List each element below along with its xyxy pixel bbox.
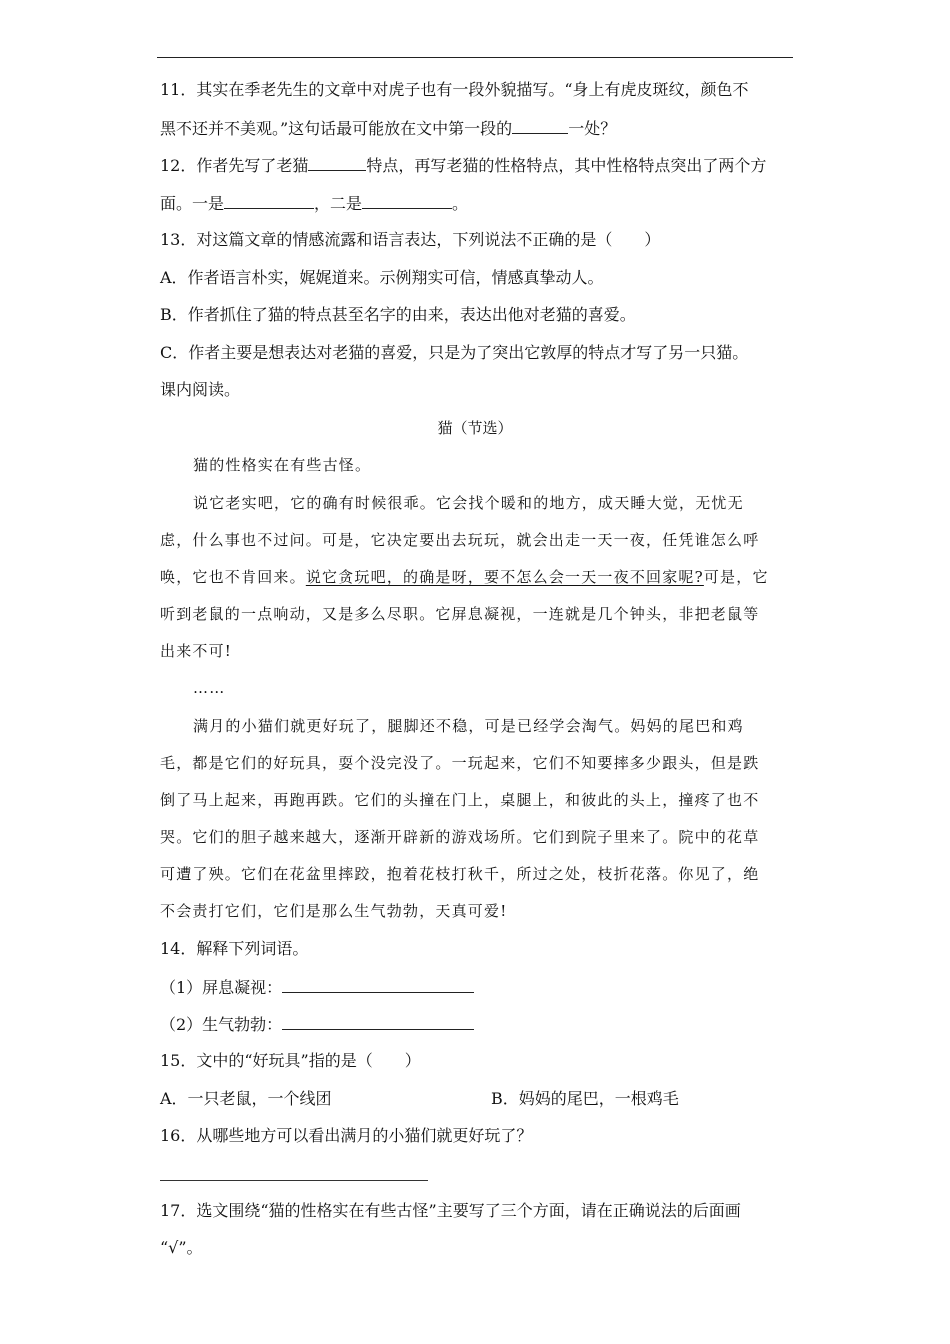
passage-p2-line2: 虑，什么事也不过问。可是，它决定要出去玩玩，就会出走一天一夜，任凭谁怎么呼 (160, 531, 760, 549)
q14-blank-1[interactable] (282, 977, 474, 993)
passage-text: 唤，它也不肯回来。 (160, 568, 306, 586)
passage-text: 可是，它 (703, 568, 769, 586)
q12-text-a: 12．作者先写了老猫 (160, 156, 309, 175)
q12-line1 (160, 155, 766, 176)
q14-item1-label: （1）屏息凝视： (160, 978, 283, 997)
q12-line2 (160, 193, 468, 214)
q12-blank-two[interactable] (362, 193, 452, 209)
q12-text-d: ，二是 (314, 194, 363, 213)
q12-text-b: 特点，再写老猫的性格特点，其中性格特点突出了两个方 (366, 156, 767, 175)
q13-stem: 13．对这篇文章的情感流露和语言表达，下列说法不正确的是（ ） (160, 230, 661, 249)
q14-stem: 14．解释下列词语。 (160, 939, 309, 958)
passage-p2-line1: 说它老实吧，它的确有时候很乖。它会找个暖和的地方，成天睡大觉，无忧无 (193, 494, 744, 512)
q15-stem: 15．文中的“好玩具”指的是（ ） (160, 1051, 421, 1070)
passage-p2-line5: 出来不可! (160, 642, 233, 660)
q11-line2 (160, 118, 616, 139)
q13-option-b[interactable]: B．作者抓住了猫的特点甚至名字的由来，表达出他对老猫的喜爱。 (160, 305, 636, 324)
q11-text-a: 黑不还并不美观。”这句话最可能放在文中第一段的 (160, 119, 513, 138)
passage-p3-line5: 可遭了殃。它们在花盆里摔跤，抱着花枝打秋千，所过之处，枝折花落。你见了，绝 (160, 865, 760, 883)
q13-option-a[interactable]: A．作者语言朴实，娓娓道来。示例翔实可信，情感真挚动人。 (160, 268, 604, 287)
header-rule (157, 57, 793, 58)
section-label: 课内阅读。 (160, 380, 241, 399)
passage-p3-line3: 倒了马上起来，再跑再跌。它们的头撞在门上，桌腿上，和彼此的头上，撞疼了也不 (160, 791, 760, 809)
q11-line1: 11．其实在季老先生的文章中对虎子也有一段外貌描写。“身上有虎皮斑纹，颜色不 (160, 80, 749, 99)
q14-item1 (160, 977, 474, 998)
passage-p3-line2: 毛，都是它们的好玩具，耍个没完没了。一玩起来，它们不知要摔多少跟头，但是跌 (160, 754, 760, 772)
passage-p2-line4: 听到老鼠的一点响动，又是多么尽职。它屏息凝视，一连就是几个钟头，非把老鼠等 (160, 605, 760, 623)
passage-p2-line3 (160, 567, 769, 587)
q15-option-b[interactable]: B．妈妈的尾巴，一根鸡毛 (491, 1089, 679, 1108)
q17-line1: 17．选文围绕“猫的性格实在有些古怪”主要写了三个方面，请在正确说法的后面画 (160, 1201, 741, 1220)
q16-answer-line[interactable] (160, 1180, 428, 1181)
q15-option-a[interactable]: A．一只老鼠，一个线团 (160, 1089, 332, 1108)
q11-text-b: 一处？ (568, 119, 617, 138)
q12-text-e: 。 (452, 194, 469, 213)
passage-title: 猫（节选） (437, 419, 513, 437)
q12-blank-feature[interactable] (308, 155, 366, 171)
passage-p1: 猫的性格实在有些古怪。 (193, 456, 372, 474)
q14-item2 (160, 1014, 474, 1035)
q12-text-c: 面。一是 (160, 194, 225, 213)
underlined-sentence: 说它贪玩吧，的确是呀，要不怎么会一天一夜不回家呢? (305, 568, 704, 586)
q14-blank-2[interactable] (282, 1014, 474, 1030)
passage-p3-line6: 不会责打它们，它们是那么生气勃勃，天真可爱! (160, 902, 508, 920)
passage-p3-line1: 满月的小猫们就更好玩了，腿脚还不稳，可是已经学会淘气。妈妈的尾巴和鸡 (193, 717, 744, 735)
q17-line2: “√”。 (160, 1238, 203, 1257)
q16-stem: 16．从哪些地方可以看出满月的小猫们就更好玩了？ (160, 1126, 533, 1145)
q11-blank[interactable] (512, 118, 568, 134)
q12-blank-one[interactable] (224, 193, 314, 209)
passage-p3-line4: 哭。它们的胆子越来越大，逐渐开辟新的游戏场所。它们到院子里来了。院中的花草 (160, 828, 760, 846)
passage-ellipsis: …… (193, 679, 226, 697)
q13-option-c[interactable]: C．作者主要是想表达对老猫的喜爱，只是为了突出它敦厚的特点才写了另一只猫。 (160, 343, 749, 362)
q14-item2-label: （2）生气勃勃： (160, 1015, 283, 1034)
